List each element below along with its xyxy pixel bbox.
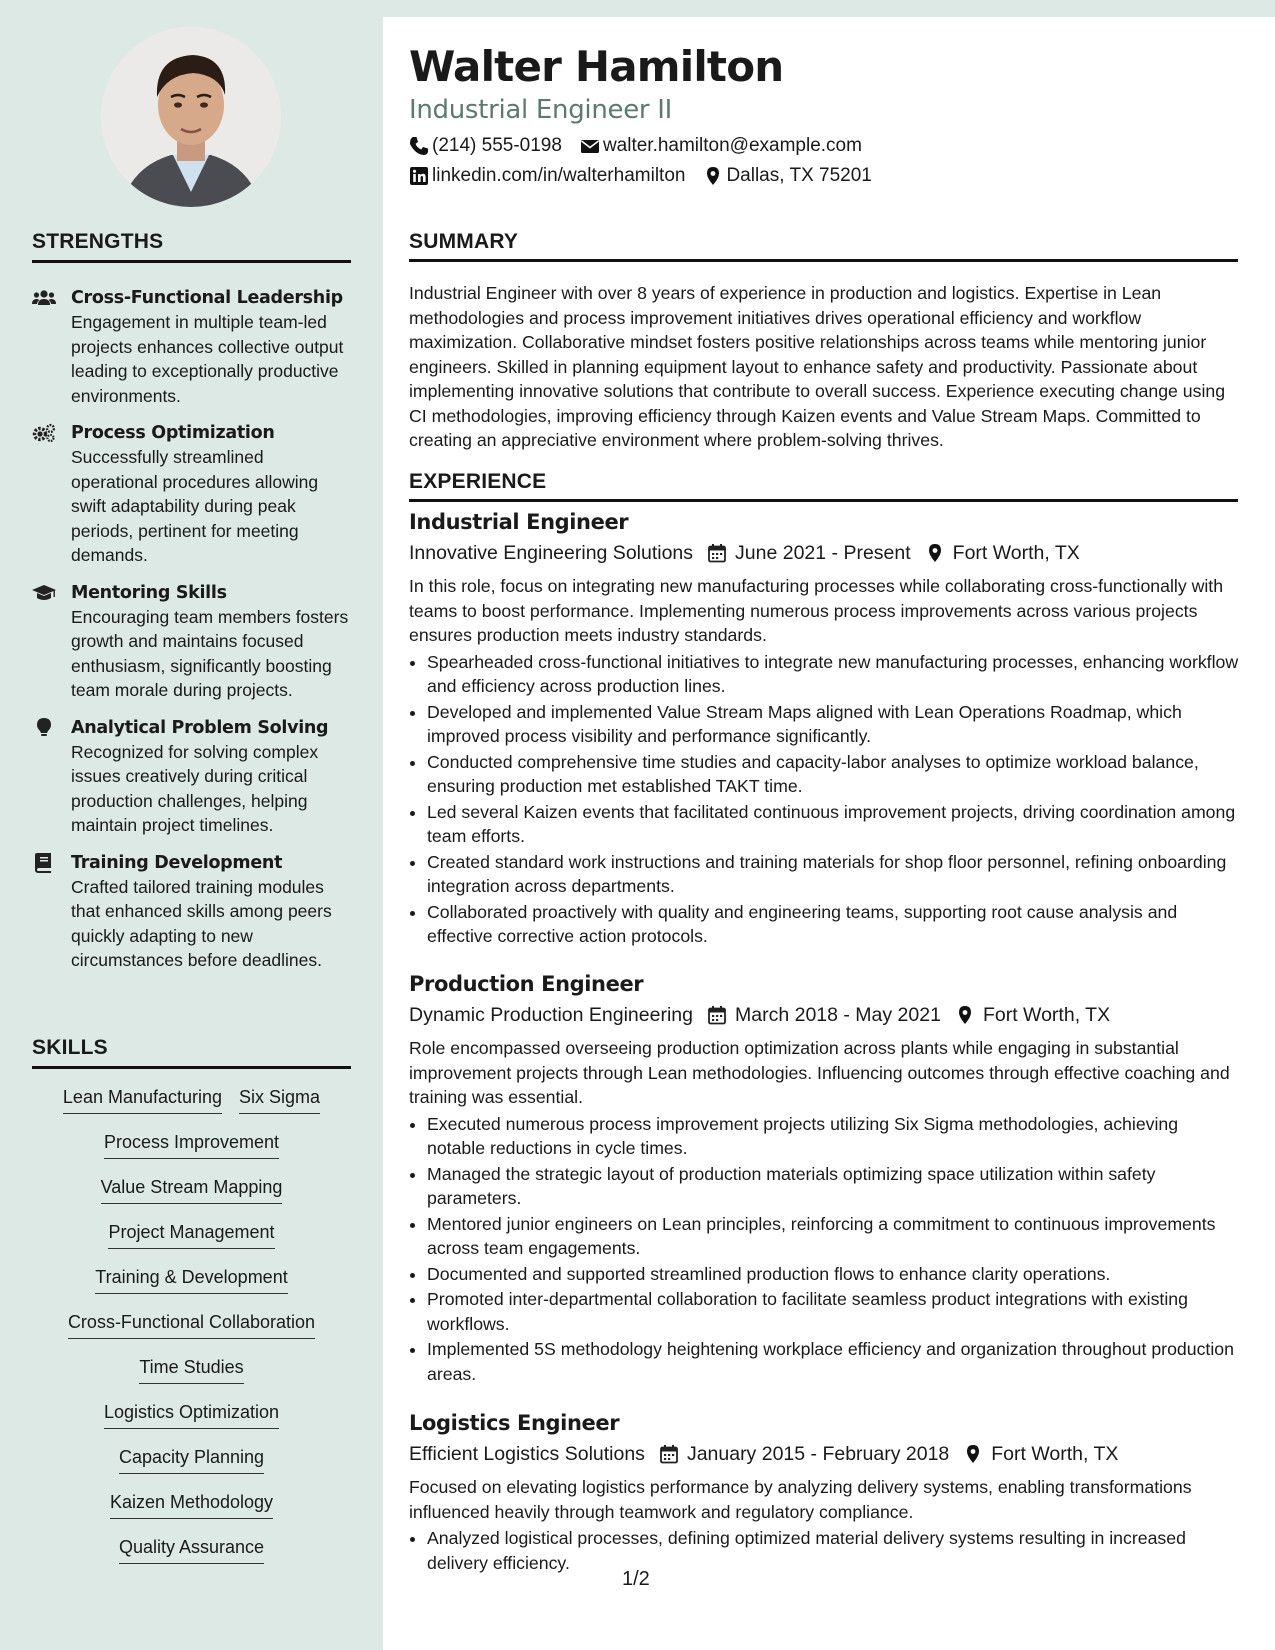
location-contact — [703, 163, 871, 189]
strength-description: Successfully streamlined operational procedures allowing swift adaptability during peak periods, pertinent for meeting demands. — [71, 447, 319, 565]
strength-item — [32, 421, 354, 568]
job-title: Production Engineer — [409, 972, 644, 996]
job-location: Fort Worth, TX — [982, 1004, 1111, 1026]
summary-heading: SUMMARY — [409, 230, 1238, 262]
skill-tag: Training & Development — [95, 1265, 287, 1294]
skill-tag: Capacity Planning — [119, 1445, 264, 1474]
strength-item — [32, 581, 354, 703]
calendar-icon — [707, 543, 727, 563]
job-description: Focused on elevating logistics performance by analyzing delivery systems, enabling transformations influenced heavily through teamwork and regulatory compliance. — [409, 1477, 1192, 1522]
linkedin-contact[interactable] — [409, 163, 685, 189]
strengths-heading: STRENGTHS — [32, 230, 351, 263]
job-bullet: • Executed numerous process improvement projects utilizing Six Sigma methodologies, achieving notable reductions in cycle times. — [427, 1112, 1241, 1161]
job-dates: March 2018 - May 2021 — [735, 1004, 941, 1026]
map-pin-icon — [955, 1005, 975, 1025]
main-content — [383, 17, 1275, 1650]
job-bullet: • Mentored junior engineers on Lean principles, reinforcing a commitment to continuous improvements across team engagements. — [427, 1212, 1241, 1261]
job-bullet: • Conducted comprehensive time studies and capacity-labor analyses to optimize workload balance, ensuring production met established TAKT time. — [427, 750, 1241, 799]
graduation-cap-icon — [32, 581, 71, 703]
job-location: Fort Worth, TX — [991, 1443, 1119, 1465]
skill-tag: Kaizen Methodology — [110, 1490, 273, 1519]
job-bullet: • Promoted inter-departmental collaboration to facilitate seamless product integrations with existing workflows. — [427, 1287, 1241, 1336]
avatar — [101, 27, 281, 207]
gears-icon — [32, 421, 71, 568]
strength-title: Cross-Functional Leadership — [71, 288, 343, 308]
skill-tag: Value Stream Mapping — [101, 1175, 283, 1204]
job-entry — [409, 1408, 1241, 1576]
strength-item — [32, 716, 354, 838]
skill-tag: Quality Assurance — [119, 1535, 264, 1564]
email-contact[interactable] — [580, 133, 862, 159]
job-bullet: • Managed the strategic layout of production materials optimizing space utilization within safety parameters. — [427, 1162, 1241, 1211]
job-title: Logistics Engineer — [409, 1411, 620, 1435]
strength-item — [32, 286, 354, 408]
strength-description: Crafted tailored training modules that enhanced skills among peers quickly adapting to new circumstances before deadlines. — [71, 876, 332, 970]
page-number: 1/2 — [622, 1568, 650, 1590]
company-name: Innovative Engineering Solutions — [409, 542, 694, 564]
job-description: Role encompassed overseeing production optimization across plants while engaging in substantial improvement projects through Lean methodologies. Influencing outcomes through effective coaching and training was essential. — [409, 1038, 1230, 1107]
map-pin-icon — [703, 166, 723, 186]
job-title: Industrial Engineer — [409, 510, 629, 534]
company-name: Dynamic Production Engineering — [409, 1004, 693, 1026]
job-bullet: • Implemented 5S methodology heightening workplace efficiency and organization throughout production areas. — [427, 1337, 1241, 1386]
map-pin-icon — [925, 543, 945, 563]
job-bullet: • Analyzed logistical processes, defining optimized material delivery systems resulting in increased delivery efficiency. — [427, 1526, 1241, 1575]
job-meta — [409, 1001, 1241, 1029]
job-meta — [409, 539, 1241, 567]
strength-description: Encouraging team members fosters growth and maintains focused enthusiasm, significantly boosting team morale during projects. — [71, 606, 349, 700]
envelope-icon — [580, 136, 600, 156]
skill-tag: Six Sigma — [239, 1085, 320, 1114]
strength-description: Recognized for solving complex issues creatively during critical production challenges, helping maintain project timelines. — [71, 741, 319, 835]
calendar-icon — [659, 1444, 679, 1464]
linkedin-icon — [409, 166, 429, 186]
job-entry — [409, 969, 1241, 1387]
experience-heading: EXPERIENCE — [409, 470, 1238, 502]
contact-line-1 — [409, 133, 880, 159]
job-entry — [409, 507, 1241, 950]
strength-title: Process Optimization — [71, 423, 275, 443]
job-location: Fort Worth, TX — [952, 542, 1080, 564]
phone-text: (214) 555-0198 — [432, 135, 562, 156]
job-meta — [409, 1440, 1241, 1468]
job-bullet: • Created standard work instructions and training materials for shop floor personnel, refining onboarding integration across departments. — [427, 850, 1241, 899]
candidate-name: Walter Hamilton — [409, 42, 784, 91]
strength-item — [32, 851, 354, 973]
skill-tag: Process Improvement — [104, 1130, 279, 1159]
skill-tag: Logistics Optimization — [104, 1400, 279, 1429]
summary-text: Industrial Engineer with over 8 years of experience in production and logistics. Expertise in Lean methodologies and process improvement initiatives drives operational efficiency and workflow maximization. Collaborative mindset fosters positive relationships across teams while mentoring junior engineers. Skilled in planning equipment layout to enhance safety and productivity. Passionate about implementing innovative solutions that contribute to overall success. Experience executing change using CI methodologies, improving efficiency through Kaizen events and Value Stream Maps. Committed to creating an appreciative environment where problem-solving thrives. — [409, 283, 1226, 450]
skills-heading: SKILLS — [32, 1036, 351, 1069]
location-text: Dallas, TX 75201 — [726, 165, 872, 186]
skill-tag: Project Management — [108, 1220, 274, 1249]
job-bullet: • Collaborated proactively with quality and engineering teams, supporting root cause analysis and effective corrective action protocols. — [427, 900, 1241, 949]
book-icon — [32, 851, 71, 973]
skill-tag: Time Studies — [139, 1355, 243, 1384]
job-bullets — [409, 650, 1241, 949]
job-bullet: • Documented and supported streamlined production flows to enhance clarity operations. — [427, 1262, 1241, 1287]
lightbulb-icon — [32, 716, 71, 838]
job-bullets — [409, 1112, 1241, 1387]
strength-title: Mentoring Skills — [71, 582, 227, 603]
phone-contact — [409, 133, 562, 159]
strengths-list — [32, 286, 354, 986]
company-name: Efficient Logistics Solutions — [409, 1443, 645, 1465]
strength-description: Engagement in multiple team-led projects enhances collective output leading to exceptionally productive environments. — [71, 312, 344, 406]
map-pin-icon — [963, 1444, 983, 1464]
phone-icon — [409, 136, 429, 156]
strength-title: Training Development — [71, 852, 283, 873]
email-text[interactable]: walter.hamilton@example.com — [602, 135, 862, 156]
skills-list — [32, 1085, 351, 1580]
job-bullet: • Developed and implemented Value Stream Maps aligned with Lean Operations Roadmap, which improved process visibility and performance significantly. — [427, 700, 1241, 749]
job-bullet: • Spearheaded cross-functional initiatives to integrate new manufacturing processes, enhancing workflow and efficiency across production lines. — [427, 650, 1241, 699]
skill-tag: Lean Manufacturing — [63, 1085, 222, 1114]
job-bullets — [409, 1526, 1241, 1575]
job-bullet: • Led several Kaizen events that facilitated continuous improvement projects, driving coordination among team efforts. — [427, 800, 1241, 849]
job-description: In this role, focus on integrating new manufacturing processes while collaborating cross-functionally with teams to boost performance. Implementing numerous process improvements across various projects ensures production meets industry standards. — [409, 576, 1224, 645]
candidate-role: Industrial Engineer II — [409, 95, 672, 125]
users-icon — [32, 286, 71, 408]
skill-tag: Cross-Functional Collaboration — [68, 1310, 315, 1339]
job-dates: June 2021 - Present — [735, 542, 911, 564]
job-dates: January 2015 - February 2018 — [686, 1443, 950, 1465]
calendar-icon — [707, 1005, 727, 1025]
sidebar — [0, 0, 383, 1650]
linkedin-text[interactable]: linkedin.com/in/walterhamilton — [432, 165, 686, 186]
contact-line-2 — [409, 163, 890, 189]
strength-title: Analytical Problem Solving — [71, 717, 329, 738]
